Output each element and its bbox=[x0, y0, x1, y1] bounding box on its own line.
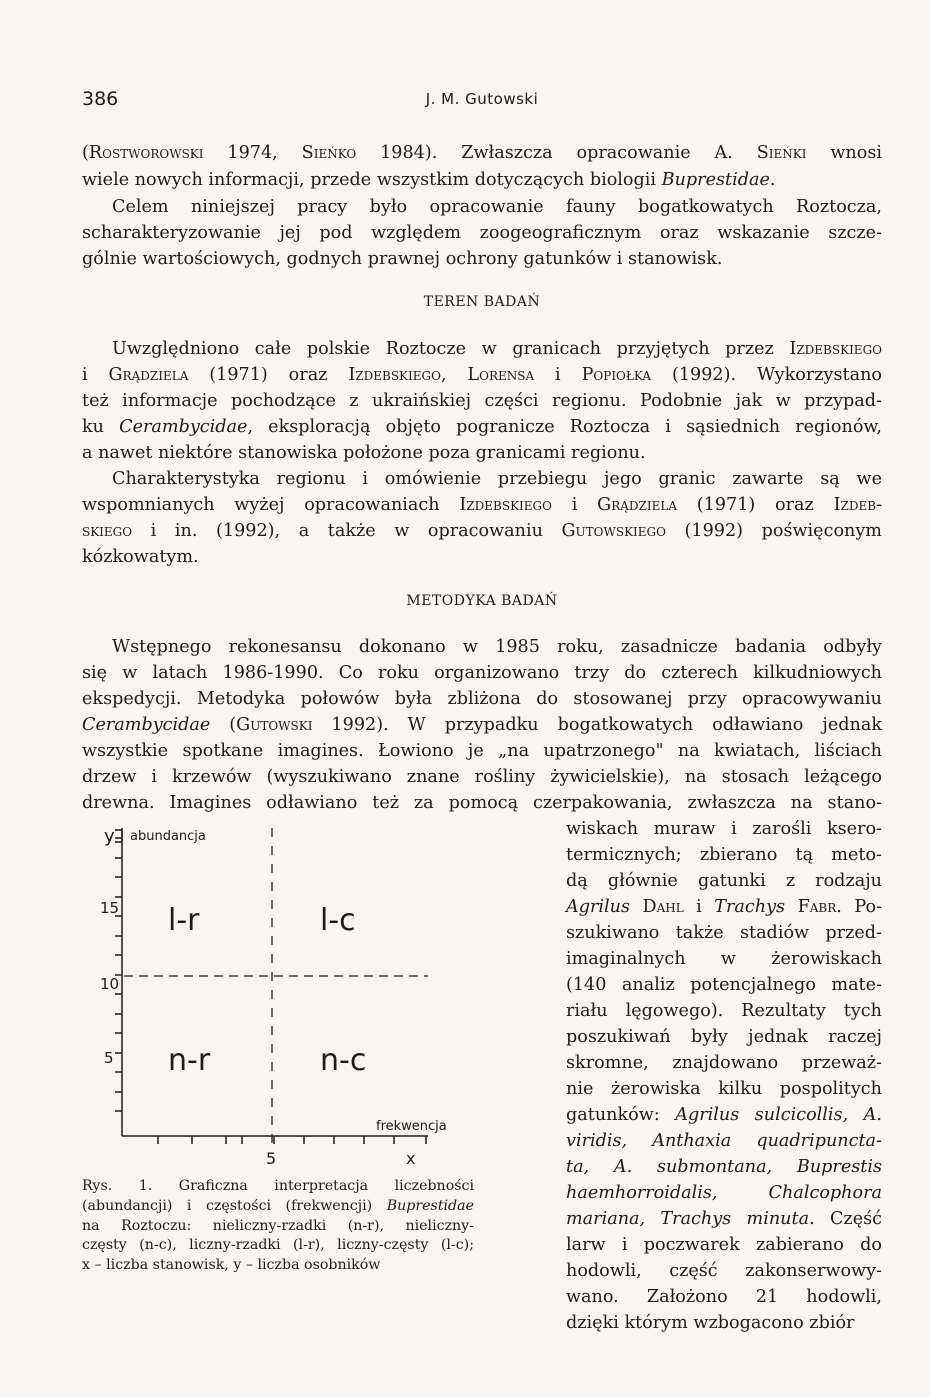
y-tick-label-15: 15 bbox=[100, 899, 120, 917]
r-line-3: dą głównie gatunki z rodzaju bbox=[566, 871, 882, 891]
running-head: J. M. Gutowski bbox=[425, 90, 539, 108]
quadrant-label-lr: l-r bbox=[168, 903, 200, 938]
r-line-6: imaginalnych w żerowiskach bbox=[566, 949, 882, 969]
page-number: 386 bbox=[82, 88, 119, 110]
caption-line-3: na Roztoczu: nieliczny-rzadki (n-r), nieliczny- bbox=[82, 1217, 474, 1234]
intro-line-4: scharakteryzowanie jej pod względem zoogeograficznym oraz wskazanie szcze- bbox=[82, 223, 882, 243]
s1-line-4: ku Cerambycidae, eksploracją objęto pogranicze Roztocza i sąsiednich regionów, bbox=[82, 417, 882, 437]
s2-line-2: się w latach 1986-1990. Co roku organizowano trzy do czterech kilkudniowych bbox=[82, 663, 882, 683]
s1-line-3: też informacje pochodzące z ukraińskiej części regionu. Podobnie jak w przypad- bbox=[82, 391, 882, 411]
s2-line-1: Wstępnego rekonesansu dokonano w 1985 roku, zasadnicze badania odbyły bbox=[112, 637, 882, 657]
r-line-7: (140 analiz potencjalnego mate- bbox=[566, 975, 882, 995]
figure-caption bbox=[82, 1177, 474, 1276]
s1-line-6: Charakterystyka regionu i omówienie przebiegu jego granic zawarte są we bbox=[112, 469, 882, 489]
s2-line-3: ekspedycji. Metodyka połowów była zbliżona do stosowanej przy opracowywaniu bbox=[82, 689, 882, 709]
caption-line-5: x – liczba stanowisk, y – liczba osobników bbox=[82, 1257, 381, 1274]
r-line-11: nie żerowiska kilku pospolitych bbox=[566, 1079, 882, 1099]
r-line-9: poszukiwań były jednak raczej bbox=[566, 1027, 882, 1047]
x-axis-ticks bbox=[158, 1136, 426, 1144]
r-line-12: gatunków: Agrilus sulcicollis, A. bbox=[566, 1105, 882, 1125]
x-axis-label: frekwencja bbox=[376, 1119, 447, 1134]
r-line-4: Agrilus Dahl i Trachys Fabr. Po- bbox=[566, 897, 883, 917]
caption-line-2: (abundancji) i częstości (frekwencji) Buprestidae bbox=[82, 1197, 474, 1214]
r-line-17: larw i poczwarek zabierano do bbox=[566, 1235, 882, 1255]
r-line-20: dzięki którym wzbogacono zbiór bbox=[566, 1313, 855, 1333]
intro-line-2: wiele nowych informacji, przede wszystkim dotyczących biologii Buprestidae. bbox=[82, 170, 776, 190]
quadrant-label-nr: n-r bbox=[168, 1043, 211, 1078]
r-line-18: hodowli, część zakonserwowy- bbox=[566, 1261, 882, 1281]
r-line-19: wano. Założono 21 hodowli, bbox=[566, 1287, 882, 1307]
caption-line-1: Rys. 1. Graficzna interpretacja liczebności bbox=[82, 1178, 474, 1194]
r-line-10: skromne, znajdowano przeważ- bbox=[566, 1053, 882, 1073]
s1-line-2: i Grądziela (1971) oraz Izdebskiego, Lorensa i Popiołka (1992). Wykorzystano bbox=[82, 365, 882, 385]
quadrant-label-lc: l-c bbox=[320, 903, 356, 938]
y-axis-label: abundancja bbox=[130, 829, 206, 844]
r-line-15: haemhorroidalis, Chalcophora bbox=[566, 1183, 882, 1203]
y-tick-label-5: 5 bbox=[104, 1049, 114, 1067]
intro-line-3: Celem niniejszej pracy było opracowanie fauny bogatkowatych Roztocza, bbox=[112, 197, 882, 217]
caption-line-4: częsty (n-c), liczny-rzadki (l-r), liczny-częsty (l-c); bbox=[82, 1237, 474, 1254]
quadrant-label-nc: n-c bbox=[320, 1043, 367, 1078]
r-line-13: viridis, Anthaxia quadripuncta- bbox=[566, 1131, 882, 1151]
s2-line-6: drzew i krzewów (wyszukiwano znane rośliny żywicielskie), na stosach leżącego bbox=[82, 767, 882, 787]
s1-line-9: kózkowatym. bbox=[82, 547, 199, 567]
r-line-5: szukiwano także stadiów przed- bbox=[566, 923, 882, 943]
page-header bbox=[82, 88, 882, 112]
section-heading-teren: TEREN BADAŃ bbox=[423, 294, 541, 310]
x-axis-letter: x bbox=[406, 1149, 416, 1168]
intro-line-5: gólnie wartościowych, godnych prawnej ochrony gatunków i stanowisk. bbox=[82, 249, 723, 269]
r-line-16: mariana, Trachys minuta. Część bbox=[566, 1209, 882, 1229]
y-tick-label-10: 10 bbox=[100, 975, 120, 993]
intro-line-1: (Rostworowski 1974, Sieńko 1984). Zwłaszcza opracowanie A. Sieńki wnosi bbox=[82, 143, 882, 163]
x-tick-label-5: 5 bbox=[266, 1149, 277, 1168]
s1-line-5: a nawet niektóre stanowiska położone poza granicami regionu. bbox=[82, 443, 646, 463]
abundance-frequency-figure bbox=[82, 818, 462, 1174]
s2-line-4: Cerambycidae (Gutowski 1992). W przypadku bogatkowatych odławiano jednak bbox=[82, 715, 882, 735]
r-line-2: termicznych; zbierano tą meto- bbox=[566, 845, 882, 865]
y-axis-bracket bbox=[115, 830, 122, 842]
r-line-14: ta, A. submontana, Buprestis bbox=[566, 1157, 882, 1177]
s2-line-7: drewna. Imagines odławiano też za pomocą czerpakowania, zwłaszcza na stano- bbox=[82, 793, 882, 813]
s1-line-7: wspomnianych wyżej opracowaniach Izdebskiego i Grądziela (1971) oraz Izdeb- bbox=[82, 495, 883, 515]
y-axis-letter: y bbox=[104, 826, 115, 847]
r-line-8: riału lęgowego). Rezultaty tych bbox=[566, 1001, 882, 1021]
s1-line-8: skiego i in. (1992), a także w opracowaniu Gutowskiego (1992) poświęconym bbox=[82, 521, 882, 541]
section-heading-metodyka: METODYKA BADAŃ bbox=[406, 593, 558, 609]
s1-line-1: Uwzględniono całe polskie Roztocze w granicach przyjętych przez Izdebskiego bbox=[112, 339, 882, 359]
r-line-1: wiskach muraw i zarośli ksero- bbox=[566, 819, 882, 839]
s2-line-5: wszystkie spotkane imagines. Łowiono je „na upatrzonego" na kwiatach, liściach bbox=[82, 741, 882, 761]
